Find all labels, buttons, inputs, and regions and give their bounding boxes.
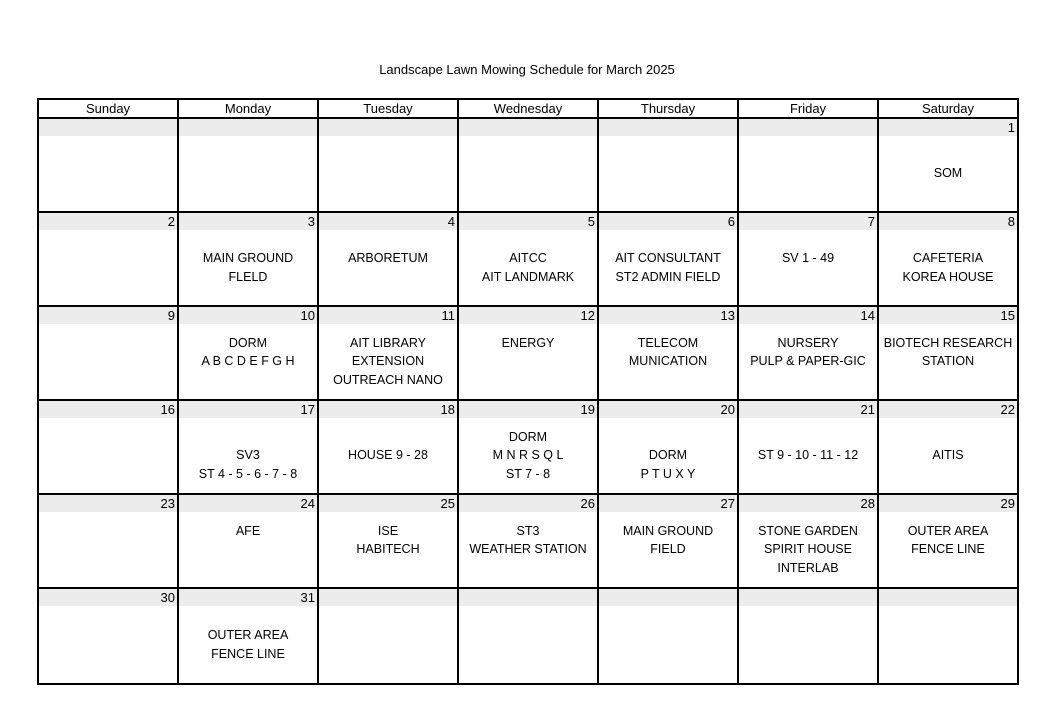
day-tasks xyxy=(459,606,597,683)
day-cell xyxy=(879,307,1017,399)
task-line: SPIRIT HOUSE xyxy=(764,542,852,557)
task-line xyxy=(806,371,809,390)
task-line: STONE GARDEN xyxy=(758,523,858,538)
task-line: BIOTECH RESEARCH xyxy=(883,335,1013,350)
day-cell xyxy=(459,307,599,399)
weekday-header-friday: Friday xyxy=(739,100,879,117)
task-line: ST2 ADMIN FIELD xyxy=(615,269,721,284)
day-tasks xyxy=(459,230,597,305)
day-cell xyxy=(179,213,319,305)
task-line: AITCC xyxy=(509,251,547,265)
task-line xyxy=(806,465,809,484)
day-number: 31 xyxy=(179,589,317,606)
day-tasks xyxy=(459,512,597,587)
task-line xyxy=(386,268,389,287)
day-cell xyxy=(599,119,739,211)
day-cell xyxy=(39,589,179,683)
calendar-grid xyxy=(37,98,1019,685)
day-number xyxy=(459,589,597,606)
task-line: AIT CONSULTANT xyxy=(615,251,721,265)
day-cell xyxy=(599,495,739,587)
task-line: M N R S Q L xyxy=(492,448,564,463)
day-cell xyxy=(459,495,599,587)
day-number: 10 xyxy=(179,307,317,324)
weekday-header-sunday: Sunday xyxy=(39,100,179,117)
task-line xyxy=(246,559,249,578)
day-cell xyxy=(739,495,879,587)
day-tasks xyxy=(179,418,317,493)
day-cell xyxy=(879,213,1017,305)
day-number: 26 xyxy=(459,495,597,512)
task-line: DORM xyxy=(648,448,688,463)
task-line xyxy=(526,371,529,390)
task-line: CAFETERIA xyxy=(912,251,984,265)
day-cell xyxy=(179,307,319,399)
task-line: ST3 xyxy=(516,523,540,538)
day-tasks xyxy=(599,606,737,683)
day-tasks xyxy=(319,606,457,683)
calendar-week-row xyxy=(39,119,1017,213)
task-line xyxy=(246,371,249,390)
day-tasks xyxy=(319,230,457,305)
task-line: TELECOM xyxy=(637,335,699,350)
calendar-week-row xyxy=(39,307,1017,401)
day-number: 22 xyxy=(879,401,1017,418)
weekday-header-tuesday: Tuesday xyxy=(319,100,459,117)
task-line: A B C D E F G H xyxy=(201,354,295,369)
weekday-header-wednesday: Wednesday xyxy=(459,100,599,117)
day-tasks xyxy=(39,512,177,587)
day-tasks xyxy=(179,606,317,683)
day-cell xyxy=(459,119,599,211)
task-line: SV3 xyxy=(236,448,260,463)
day-number: 3 xyxy=(179,213,317,230)
day-tasks xyxy=(739,230,877,305)
task-line: SV 1 - 49 xyxy=(781,251,835,265)
page-title: Landscape Lawn Mowing Schedule for March 2025 xyxy=(379,62,675,77)
day-cell xyxy=(319,213,459,305)
task-line: OUTER AREA xyxy=(907,523,989,538)
task-line: ENERGY xyxy=(501,335,555,350)
task-line xyxy=(386,465,389,484)
day-tasks xyxy=(459,324,597,399)
day-cell xyxy=(39,307,179,399)
day-cell xyxy=(739,401,879,493)
day-number: 15 xyxy=(879,307,1017,324)
task-line: MUNICATION xyxy=(628,354,708,369)
task-line: FENCE LINE xyxy=(911,542,985,557)
day-cell xyxy=(599,401,739,493)
task-line: OUTER AREA xyxy=(207,628,289,642)
day-number: 16 xyxy=(39,401,177,418)
task-line xyxy=(666,428,669,447)
day-tasks xyxy=(739,418,877,493)
task-line: WEATHER STATION xyxy=(469,542,587,557)
day-cell xyxy=(179,589,319,683)
day-cell xyxy=(599,213,739,305)
task-line xyxy=(246,428,249,447)
day-number: 11 xyxy=(319,307,457,324)
day-number: 6 xyxy=(599,213,737,230)
day-cell xyxy=(39,119,179,211)
day-number xyxy=(39,119,177,136)
day-tasks xyxy=(599,512,737,587)
day-cell xyxy=(739,307,879,399)
day-number: 23 xyxy=(39,495,177,512)
day-number: 25 xyxy=(319,495,457,512)
day-cell xyxy=(319,119,459,211)
day-number xyxy=(599,589,737,606)
day-number: 19 xyxy=(459,401,597,418)
weekday-header-saturday: Saturday xyxy=(921,101,975,116)
day-number xyxy=(459,119,597,136)
day-cell xyxy=(879,119,1017,211)
task-line: ST 4 - 5 - 6 - 7 - 8 xyxy=(198,466,298,481)
weekday-header-row xyxy=(39,100,1017,119)
day-tasks xyxy=(39,230,177,305)
day-tasks xyxy=(179,230,317,305)
day-cell xyxy=(739,589,879,683)
task-line xyxy=(246,540,249,559)
day-number xyxy=(739,119,877,136)
day-cell xyxy=(599,589,739,683)
day-number: 30 xyxy=(39,589,177,606)
day-tasks xyxy=(879,136,1017,211)
day-tasks xyxy=(739,136,877,211)
task-line: STATION xyxy=(921,354,975,369)
task-line: INTERLAB xyxy=(777,560,839,575)
day-number: 12 xyxy=(459,307,597,324)
task-line xyxy=(526,559,529,578)
day-cell xyxy=(319,589,459,683)
task-line: HOUSE 9 - 28 xyxy=(348,448,428,463)
task-line: FENCE LINE xyxy=(211,646,285,661)
day-cell xyxy=(39,401,179,493)
task-line xyxy=(946,371,949,390)
task-line xyxy=(946,559,949,578)
task-line: FIELD xyxy=(650,542,686,557)
day-number xyxy=(879,589,1017,606)
day-tasks xyxy=(879,418,1017,493)
day-cell xyxy=(879,495,1017,587)
task-line: NURSERY xyxy=(777,335,839,350)
day-tasks xyxy=(599,418,737,493)
day-tasks xyxy=(319,512,457,587)
task-line: SOM xyxy=(933,166,963,181)
day-number: 24 xyxy=(179,495,317,512)
day-tasks xyxy=(739,606,877,683)
task-line xyxy=(526,352,529,371)
weekday-header-thursday: Thursday xyxy=(599,100,739,117)
day-number: 1 xyxy=(879,119,1017,136)
task-line: AIT LIBRARY xyxy=(350,335,426,350)
task-line: HABITECH xyxy=(356,542,420,557)
task-line xyxy=(386,428,389,447)
day-number: 20 xyxy=(599,401,737,418)
task-line: PULP & PAPER-GIC xyxy=(750,354,866,369)
task-line: ST 7 - 8 xyxy=(505,466,551,481)
day-number: 8 xyxy=(879,213,1017,230)
day-cell xyxy=(879,589,1017,683)
day-number: 18 xyxy=(319,401,457,418)
day-number: 5 xyxy=(459,213,597,230)
task-line xyxy=(806,268,809,287)
day-tasks xyxy=(879,606,1017,683)
day-tasks xyxy=(879,324,1017,399)
day-tasks xyxy=(39,606,177,683)
day-cell xyxy=(319,495,459,587)
day-tasks xyxy=(319,418,457,493)
day-cell xyxy=(179,401,319,493)
task-line: MAIN GROUND xyxy=(622,523,714,538)
task-line: ARBORETUM xyxy=(348,251,428,265)
calendar-week-row xyxy=(39,213,1017,307)
task-line xyxy=(386,559,389,578)
weekday-header-monday: Monday xyxy=(179,100,319,117)
task-line: ISE xyxy=(377,523,399,538)
day-cell xyxy=(599,307,739,399)
task-line: OUTREACH NANO xyxy=(333,372,443,387)
day-number: 27 xyxy=(599,495,737,512)
day-tasks xyxy=(599,136,737,211)
calendar-week-row xyxy=(39,589,1017,683)
day-cell xyxy=(739,119,879,211)
task-line: EXTENSION xyxy=(351,354,425,369)
day-cell xyxy=(739,213,879,305)
day-number: 21 xyxy=(739,401,877,418)
day-cell xyxy=(879,401,1017,493)
day-tasks xyxy=(319,324,457,399)
task-line: P T U X Y xyxy=(640,466,696,481)
day-number: 29 xyxy=(879,495,1017,512)
day-number: 17 xyxy=(179,401,317,418)
day-tasks xyxy=(39,418,177,493)
calendar-weeks xyxy=(39,119,1017,683)
day-tasks xyxy=(319,136,457,211)
day-cell xyxy=(459,401,599,493)
day-tasks xyxy=(39,136,177,211)
task-line xyxy=(946,465,949,484)
task-line: MAIN GROUND xyxy=(202,251,294,265)
task-line: DORM xyxy=(228,335,268,350)
day-tasks xyxy=(879,512,1017,587)
day-number: 2 xyxy=(39,213,177,230)
day-number: 4 xyxy=(319,213,457,230)
day-cell xyxy=(319,307,459,399)
day-number: 14 xyxy=(739,307,877,324)
day-number xyxy=(319,119,457,136)
task-line: AIT LANDMARK xyxy=(481,269,575,284)
day-tasks xyxy=(739,324,877,399)
day-number xyxy=(739,589,877,606)
day-tasks xyxy=(179,324,317,399)
day-tasks xyxy=(179,136,317,211)
day-tasks xyxy=(879,230,1017,305)
day-tasks xyxy=(459,136,597,211)
task-line xyxy=(806,428,809,447)
day-number xyxy=(179,119,317,136)
task-line: AITIS xyxy=(932,448,964,463)
day-number xyxy=(599,119,737,136)
task-line: DORM xyxy=(508,429,548,444)
day-number: 13 xyxy=(599,307,737,324)
day-tasks xyxy=(179,512,317,587)
day-cell xyxy=(39,213,179,305)
day-cell xyxy=(459,213,599,305)
day-tasks xyxy=(459,418,597,493)
calendar-week-row xyxy=(39,495,1017,589)
day-tasks xyxy=(599,324,737,399)
task-line xyxy=(666,559,669,578)
task-line xyxy=(946,428,949,447)
day-cell xyxy=(179,119,319,211)
calendar-week-row xyxy=(39,401,1017,495)
day-cell xyxy=(459,589,599,683)
task-line: AFE xyxy=(235,523,261,538)
task-line xyxy=(666,371,669,390)
task-line: KOREA HOUSE xyxy=(902,269,994,284)
day-tasks xyxy=(739,512,877,587)
task-line: ST 9 - 10 - 11 - 12 xyxy=(757,448,859,463)
day-number xyxy=(319,589,457,606)
day-cell xyxy=(39,495,179,587)
day-number: 9 xyxy=(39,307,177,324)
day-tasks xyxy=(599,230,737,305)
task-line: FLELD xyxy=(228,269,268,284)
day-number: 7 xyxy=(739,213,877,230)
day-tasks xyxy=(39,324,177,399)
day-number: 28 xyxy=(739,495,877,512)
day-cell xyxy=(179,495,319,587)
day-cell xyxy=(319,401,459,493)
